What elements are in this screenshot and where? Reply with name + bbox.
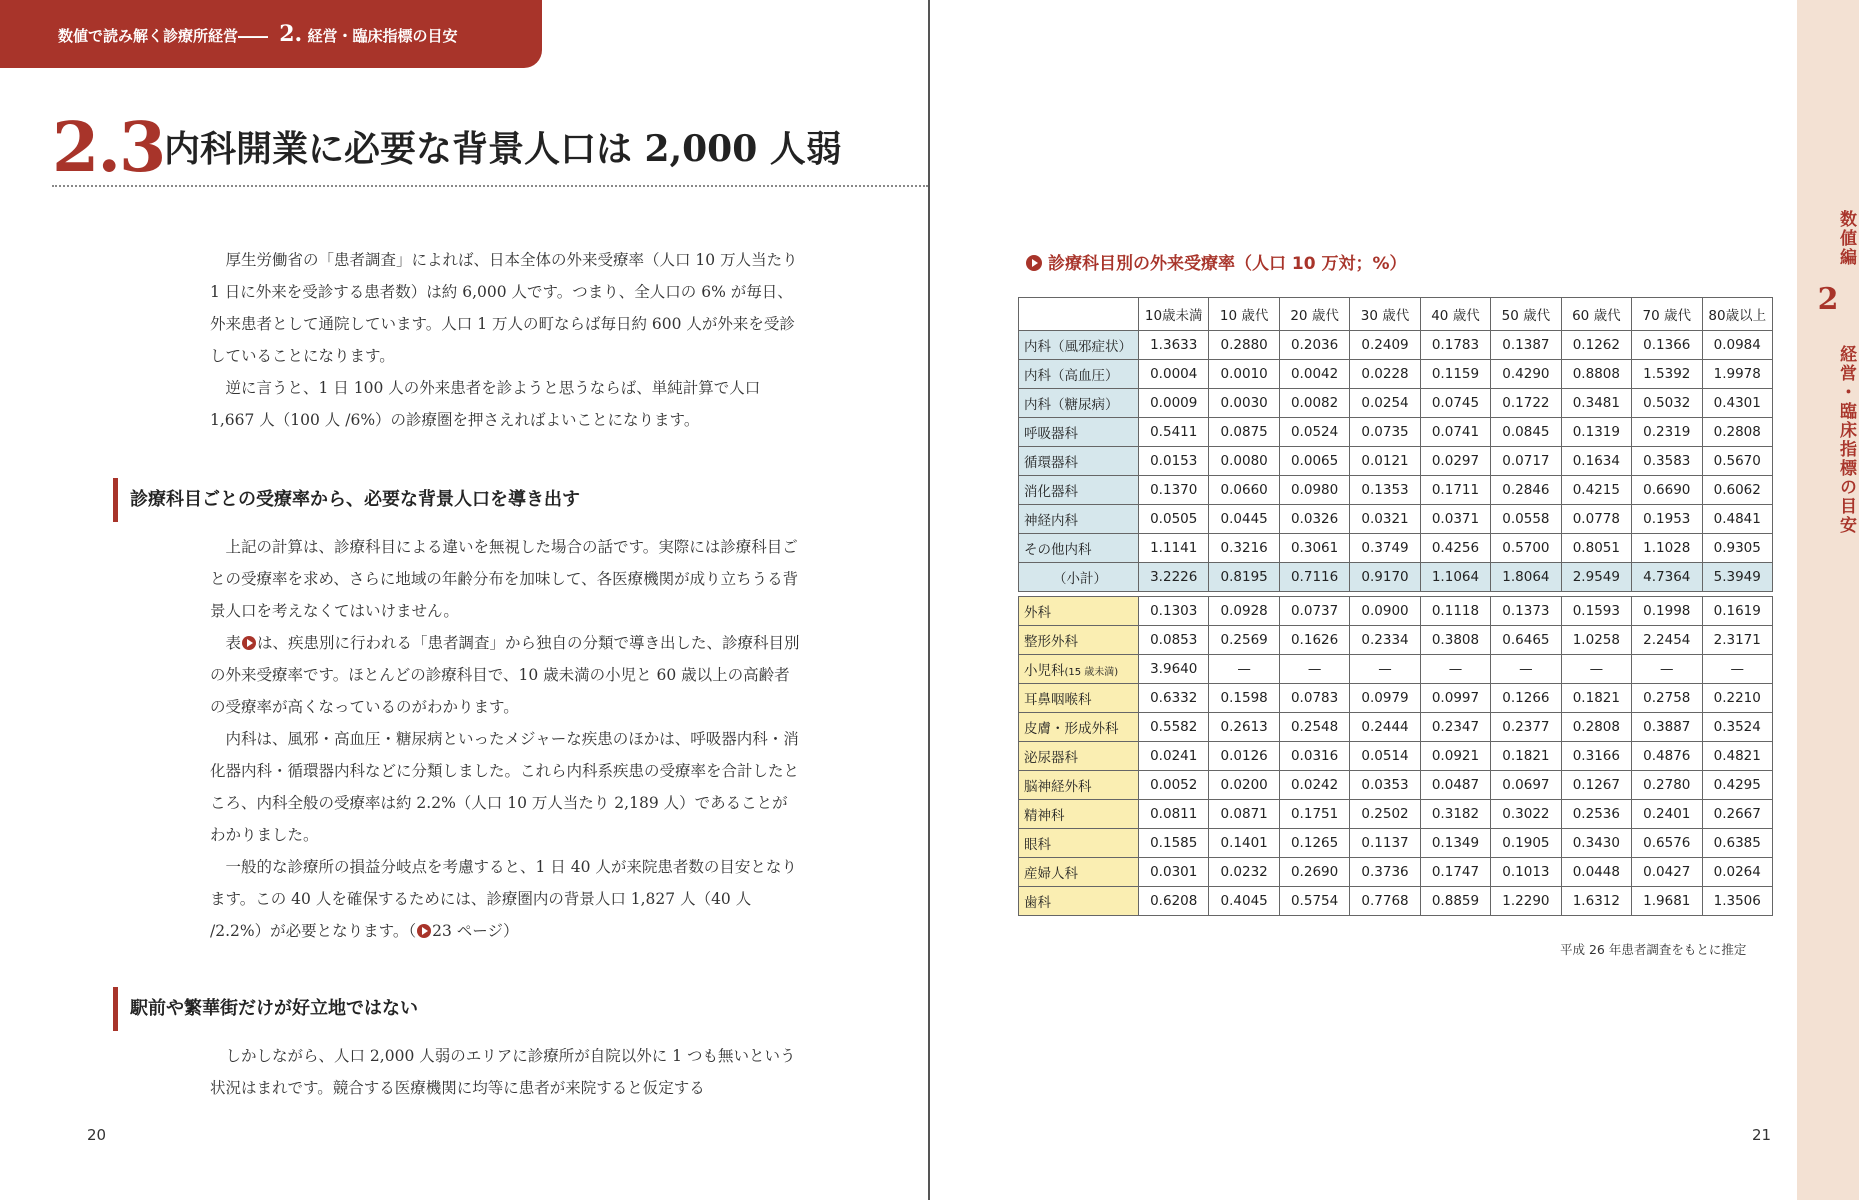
rate-cell: 0.3216 — [1209, 534, 1279, 563]
department-label: 消化器科 — [1024, 484, 1078, 500]
rate-cell: 0.1353 — [1350, 476, 1420, 505]
rate-cell: 0.3182 — [1420, 800, 1490, 829]
rate-cell: 0.3887 — [1632, 713, 1702, 742]
rate-cell: 0.0505 — [1139, 505, 1209, 534]
side-index-tab — [1797, 0, 1859, 1200]
rate-cell: 1.6312 — [1561, 887, 1631, 916]
rate-cell: 0.0783 — [1279, 684, 1349, 713]
department-label: 内科（高血圧） — [1024, 368, 1119, 384]
rate-cell: 0.0297 — [1420, 447, 1490, 476]
rate-cell: 0.2347 — [1420, 713, 1490, 742]
rate-cell: 0.0009 — [1139, 389, 1209, 418]
rate-cell: 0.1593 — [1561, 597, 1631, 626]
department-label: 歯科 — [1024, 895, 1051, 911]
outpatient-rate-table — [1018, 297, 1773, 916]
series-label: 数値で読み解く診療所経営―― — [58, 27, 269, 45]
rate-cell: 0.1401 — [1209, 829, 1279, 858]
rate-cell: 1.2290 — [1491, 887, 1561, 916]
rate-cell: 0.1626 — [1279, 626, 1349, 655]
department-label: （小計） — [1053, 571, 1107, 587]
rate-cell: 0.0845 — [1491, 418, 1561, 447]
column-header: 10歳未満 — [1139, 298, 1209, 331]
rate-cell: 0.6062 — [1702, 476, 1773, 505]
rate-cell: 0.3481 — [1561, 389, 1631, 418]
rate-cell: 0.3808 — [1420, 626, 1490, 655]
department-name — [1019, 389, 1139, 418]
rate-cell: 0.9305 — [1702, 534, 1773, 563]
rate-cell: 0.1953 — [1632, 505, 1702, 534]
chapter-heading: 内科開業に必要な背景人口は 2,000 人弱 — [164, 128, 842, 170]
rate-cell: 0.1013 — [1491, 858, 1561, 887]
page-ref-label[interactable]: 23 ページ） — [432, 922, 519, 940]
rate-cell: 4.7364 — [1632, 563, 1702, 592]
rate-cell: 3.9640 — [1139, 655, 1209, 684]
rate-cell: 0.0254 — [1350, 389, 1420, 418]
left-page — [0, 0, 928, 1200]
department-name — [1019, 597, 1139, 626]
section-1-paragraph-2 — [210, 627, 800, 723]
rate-cell: 0.5582 — [1139, 713, 1209, 742]
rate-cell: 0.0004 — [1139, 360, 1209, 389]
rate-cell: 0.1598 — [1209, 684, 1279, 713]
rate-cell: 0.2502 — [1350, 800, 1420, 829]
rate-cell: 0.3430 — [1561, 829, 1631, 858]
table-row — [1019, 505, 1773, 534]
rate-cell: 0.8808 — [1561, 360, 1631, 389]
other-department-rows — [1019, 597, 1773, 916]
table-row — [1019, 360, 1773, 389]
rate-cell: 0.2569 — [1209, 626, 1279, 655]
rate-cell: 0.6576 — [1632, 829, 1702, 858]
department-name — [1019, 887, 1139, 916]
department-name — [1019, 360, 1139, 389]
rate-cell: 0.0853 — [1139, 626, 1209, 655]
department-name — [1019, 684, 1139, 713]
column-header: 40 歳代 — [1420, 298, 1490, 331]
rate-cell: 0.4301 — [1702, 389, 1773, 418]
table-ref-label: 表 — [225, 634, 242, 652]
rate-cell: 0.2548 — [1279, 713, 1349, 742]
table-row — [1019, 597, 1773, 626]
intro-paragraph-2: 逆に言うと、1 日 100 人の外来患者を診ようと思うならば、単純計算で人口 1,667 人（100 人 /6%）の診療圏を押さえればよいことになります。 — [210, 379, 761, 429]
column-header: 30 歳代 — [1350, 298, 1420, 331]
rate-cell: 0.1751 — [1279, 800, 1349, 829]
rate-cell: 0.1905 — [1491, 829, 1561, 858]
rate-cell: 0.2613 — [1209, 713, 1279, 742]
department-label: 泌尿器科 — [1024, 750, 1078, 766]
rate-cell: 0.1373 — [1491, 597, 1561, 626]
rate-cell: 0.2319 — [1632, 418, 1702, 447]
rate-cell: 0.2210 — [1702, 684, 1773, 713]
rate-cell: 0.2880 — [1209, 331, 1279, 360]
rate-cell: 0.1265 — [1279, 829, 1349, 858]
rate-cell: 0.9170 — [1350, 563, 1420, 592]
table-row — [1019, 476, 1773, 505]
rate-cell: 0.0697 — [1491, 771, 1561, 800]
chapter-title — [52, 108, 928, 188]
rate-cell: 0.0371 — [1420, 505, 1490, 534]
rate-cell: — — [1491, 655, 1561, 684]
rate-cell: 0.4841 — [1702, 505, 1773, 534]
rate-cell: 0.1711 — [1420, 476, 1490, 505]
rate-cell: 0.1370 — [1139, 476, 1209, 505]
section-1-paragraph-1: 上記の計算は、診療科目による違いを無視した場合の話です。実際には診療科目ごとの受療率を求め、さらに地域の年齢分布を加味して、各医療機関が成り立ちうる背景人口を考えなくてはいけません。 — [210, 538, 799, 620]
table-row — [1019, 742, 1773, 771]
rate-cell: — — [1209, 655, 1279, 684]
rate-cell: 0.0301 — [1139, 858, 1209, 887]
rate-cell: 0.0741 — [1420, 418, 1490, 447]
rate-cell: 0.1366 — [1632, 331, 1702, 360]
rate-cell: 0.1267 — [1561, 771, 1631, 800]
rate-cell: 0.0871 — [1209, 800, 1279, 829]
table-row — [1019, 447, 1773, 476]
rate-cell: 0.1783 — [1420, 331, 1490, 360]
rate-cell: 0.0326 — [1279, 505, 1349, 534]
rate-cell: 0.0524 — [1279, 418, 1349, 447]
rate-cell: 0.0264 — [1702, 858, 1773, 887]
department-label: 呼吸器科 — [1024, 426, 1078, 442]
rate-cell: 0.2667 — [1702, 800, 1773, 829]
rate-cell: 0.2808 — [1561, 713, 1631, 742]
rate-cell: 0.1619 — [1702, 597, 1773, 626]
section-1-paragraph-4-text: 一般的な診療所の損益分岐点を考慮すると、1 日 40 人が来院患者数の目安となります。この 40 人を確保するためには、診療圏内の背景人口 1,827 人（40 人 /2.2%）が必要となります。（ — [210, 858, 797, 940]
rate-cell: 0.0082 — [1279, 389, 1349, 418]
department-label: その他内科 — [1024, 542, 1092, 558]
table-marker-icon — [1026, 255, 1042, 271]
table-corner-cell — [1019, 298, 1139, 331]
department-label: 精神科 — [1024, 808, 1065, 824]
rate-cell: 0.0448 — [1561, 858, 1631, 887]
department-label: 耳鼻咽喉科 — [1024, 692, 1092, 708]
rate-cell: 0.0353 — [1350, 771, 1420, 800]
department-note: (15 歳未満) — [1064, 667, 1119, 678]
rate-cell: 0.7116 — [1279, 563, 1349, 592]
section-number: 2. — [279, 21, 303, 47]
section-1-paragraph-3: 内科は、風邪・高血圧・糖尿病といったメジャーな疾患のほかは、呼吸器内科・消化器内科・循環器内科などに分類しました。これら内科系疾患の受療率を合計したところ、内科全般の受療率は約 2.2%（人口 10 万人当たり 2,189 人）であることがわかりました。 — [210, 730, 800, 844]
rate-cell: 0.0984 — [1702, 331, 1773, 360]
section-1-paragraph-2-text: は、疾患別に行われる「患者調査」から独自の分類で導き出した、診療科目別の外来受療率です。ほとんどの診療科目で、10 歳未満の小児と 60 歳以上の高齢者の受療率が高くなっているのがわかります。 — [210, 634, 800, 716]
rate-cell: 0.0030 — [1209, 389, 1279, 418]
rate-cell: 0.3061 — [1279, 534, 1349, 563]
rate-cell: 1.5392 — [1632, 360, 1702, 389]
section-title: 経営・臨床指標の目安 — [307, 27, 458, 45]
department-label: 皮膚・形成外科 — [1024, 721, 1119, 737]
department-name — [1019, 742, 1139, 771]
department-label: 神経内科 — [1024, 513, 1078, 529]
intro-paragraph-1: 厚生労働省の「患者調査」によれば、日本全体の外来受療率（人口 10 万人当たり 1 日に外来を受診する患者数）は約 6,000 人です。つまり、全人口の 6% が毎日、外来患者として通院しています。人口 1 万人の町ならば毎日約 600 人が外来を受診していることになります。 — [210, 251, 798, 365]
rate-cell: 0.1262 — [1561, 331, 1631, 360]
rate-cell: 0.0921 — [1420, 742, 1490, 771]
rate-cell: 0.6385 — [1702, 829, 1773, 858]
table-header-row — [1019, 298, 1773, 331]
department-label: 小児科 — [1024, 663, 1065, 679]
rate-cell: 0.2780 — [1632, 771, 1702, 800]
rate-cell: 1.1064 — [1420, 563, 1490, 592]
rate-cell: 0.0514 — [1350, 742, 1420, 771]
chapter-number: 2.3 — [52, 108, 165, 188]
rate-cell: 0.7768 — [1350, 887, 1420, 916]
rate-cell: 0.0242 — [1279, 771, 1349, 800]
department-name — [1019, 534, 1139, 563]
rate-cell: 0.1821 — [1561, 684, 1631, 713]
rate-cell: 5.3949 — [1702, 563, 1773, 592]
department-label: 脳神経外科 — [1024, 779, 1092, 795]
rate-cell: 0.1634 — [1561, 447, 1631, 476]
rate-cell: 0.1319 — [1561, 418, 1631, 447]
department-name — [1019, 476, 1139, 505]
rate-cell: 0.8859 — [1420, 887, 1490, 916]
rate-cell: 0.3749 — [1350, 534, 1420, 563]
rate-cell: 0.2758 — [1632, 684, 1702, 713]
rate-cell: 0.3736 — [1350, 858, 1420, 887]
rate-cell: — — [1561, 655, 1631, 684]
rate-cell: 0.0080 — [1209, 447, 1279, 476]
rate-cell: 0.0875 — [1209, 418, 1279, 447]
rate-cell: 2.9549 — [1561, 563, 1631, 592]
rate-cell: 0.1159 — [1420, 360, 1490, 389]
rate-cell: 0.0737 — [1279, 597, 1349, 626]
rate-cell: 0.4295 — [1702, 771, 1773, 800]
rate-cell: 0.2036 — [1279, 331, 1349, 360]
rate-cell: 0.0717 — [1491, 447, 1561, 476]
rate-cell: 0.1585 — [1139, 829, 1209, 858]
rate-cell: 0.4215 — [1561, 476, 1631, 505]
table-row — [1019, 829, 1773, 858]
rate-cell: 0.0558 — [1491, 505, 1561, 534]
rate-cell: 0.2846 — [1491, 476, 1561, 505]
rate-cell: 0.3022 — [1491, 800, 1561, 829]
rate-cell: 0.0487 — [1420, 771, 1490, 800]
rate-cell: 0.5411 — [1139, 418, 1209, 447]
rate-cell: 0.5670 — [1702, 447, 1773, 476]
rate-cell: 0.2808 — [1702, 418, 1773, 447]
department-label: 眼科 — [1024, 837, 1051, 853]
table-row — [1019, 771, 1773, 800]
column-header: 50 歳代 — [1491, 298, 1561, 331]
column-header: 10 歳代 — [1209, 298, 1279, 331]
department-name — [1019, 563, 1139, 592]
column-header: 70 歳代 — [1632, 298, 1702, 331]
rate-cell: 0.0900 — [1350, 597, 1420, 626]
department-name — [1019, 626, 1139, 655]
side-tab-chapter: 経営・臨床指標の目安 — [1836, 345, 1856, 535]
column-header: 80歳以上 — [1702, 298, 1773, 331]
department-name — [1019, 713, 1139, 742]
department-name — [1019, 655, 1139, 684]
rate-cell: 1.3506 — [1702, 887, 1773, 916]
rate-cell: 1.1028 — [1632, 534, 1702, 563]
rate-cell: 0.6208 — [1139, 887, 1209, 916]
table-row — [1019, 887, 1773, 916]
rate-cell: 0.5032 — [1632, 389, 1702, 418]
rate-cell: 0.1387 — [1491, 331, 1561, 360]
rate-cell: 0.8195 — [1209, 563, 1279, 592]
rate-cell: — — [1632, 655, 1702, 684]
department-label: 外科 — [1024, 605, 1051, 621]
rate-cell: 0.2690 — [1279, 858, 1349, 887]
department-name — [1019, 331, 1139, 360]
rate-cell: 0.0980 — [1279, 476, 1349, 505]
title-divider — [52, 185, 928, 187]
rate-cell: 0.0778 — [1561, 505, 1631, 534]
side-tab-number: 2 — [1817, 282, 1839, 317]
rate-cell: 0.2536 — [1561, 800, 1631, 829]
rate-cell: 0.0241 — [1139, 742, 1209, 771]
rate-cell: 0.0042 — [1279, 360, 1349, 389]
table-row — [1019, 626, 1773, 655]
section-2-paragraph-1: しかしながら、人口 2,000 人弱のエリアに診療所が自院以外に 1 つも無いという状況はまれです。競合する医療機関に均等に患者が来院すると仮定する — [210, 1047, 796, 1097]
rate-cell: 0.6465 — [1491, 626, 1561, 655]
rate-cell: — — [1702, 655, 1773, 684]
rate-cell: 0.1998 — [1632, 597, 1702, 626]
side-tab-part: 数値編 — [1836, 210, 1856, 267]
section-1-text — [210, 531, 800, 947]
department-label: 内科（糖尿病） — [1024, 397, 1119, 413]
department-name — [1019, 771, 1139, 800]
rate-cell: 0.1349 — [1420, 829, 1490, 858]
column-header: 20 歳代 — [1279, 298, 1349, 331]
rate-cell: 0.1303 — [1139, 597, 1209, 626]
rate-cell: 0.6332 — [1139, 684, 1209, 713]
section-2-heading: 駅前や繁華街だけが好立地ではない — [113, 987, 813, 1031]
rate-cell: 0.8051 — [1561, 534, 1631, 563]
rate-cell: 0.2409 — [1350, 331, 1420, 360]
table-title-text: 診療科目別の外来受療率（人口 10 万対；%） — [1048, 254, 1407, 274]
rate-cell: 0.4045 — [1209, 887, 1279, 916]
rate-cell: 0.4256 — [1420, 534, 1490, 563]
rate-cell: 2.2454 — [1632, 626, 1702, 655]
department-name — [1019, 418, 1139, 447]
rate-cell: 0.0316 — [1279, 742, 1349, 771]
rate-cell: 0.0052 — [1139, 771, 1209, 800]
page-number-left: 20 — [87, 1126, 107, 1144]
rate-cell: 0.0228 — [1350, 360, 1420, 389]
intro-text — [210, 244, 800, 436]
department-name — [1019, 858, 1139, 887]
rate-cell: 0.1722 — [1491, 389, 1561, 418]
department-name — [1019, 800, 1139, 829]
rate-cell: 0.2401 — [1632, 800, 1702, 829]
table-row — [1019, 713, 1773, 742]
rate-cell: 0.1821 — [1491, 742, 1561, 771]
rate-cell: 0.0997 — [1420, 684, 1490, 713]
department-label: 循環器科 — [1024, 455, 1078, 471]
table-ref-icon — [242, 636, 256, 650]
department-name — [1019, 505, 1139, 534]
rate-cell: 0.4290 — [1491, 360, 1561, 389]
rate-cell: 0.1137 — [1350, 829, 1420, 858]
rate-cell: 0.4821 — [1702, 742, 1773, 771]
rate-cell: 0.2377 — [1491, 713, 1561, 742]
rate-cell: 0.0735 — [1350, 418, 1420, 447]
rate-cell: 1.1141 — [1139, 534, 1209, 563]
rate-cell: 0.0010 — [1209, 360, 1279, 389]
internal-medicine-rows — [1019, 331, 1773, 592]
rate-cell: 0.1118 — [1420, 597, 1490, 626]
table-row — [1019, 331, 1773, 360]
table-row — [1019, 858, 1773, 887]
page-ref-icon — [417, 924, 431, 938]
rate-cell: 0.0153 — [1139, 447, 1209, 476]
rate-cell: 0.1747 — [1420, 858, 1490, 887]
section-2-text — [210, 1040, 800, 1104]
rate-cell: — — [1350, 655, 1420, 684]
column-header: 60 歳代 — [1561, 298, 1631, 331]
department-name — [1019, 829, 1139, 858]
rate-cell: 0.0065 — [1279, 447, 1349, 476]
table-row — [1019, 655, 1773, 684]
page-number-right: 21 — [1752, 1126, 1772, 1144]
department-label: 整形外科 — [1024, 634, 1078, 650]
rate-cell: 0.0126 — [1209, 742, 1279, 771]
section-1-paragraph-4 — [210, 851, 800, 947]
table-row — [1019, 389, 1773, 418]
spine-divider — [928, 0, 930, 1200]
rate-cell: 0.0979 — [1350, 684, 1420, 713]
running-header — [0, 0, 542, 68]
rate-cell: 0.0121 — [1350, 447, 1420, 476]
table-row — [1019, 684, 1773, 713]
rate-cell: 0.3524 — [1702, 713, 1773, 742]
table-row — [1019, 563, 1773, 592]
rate-cell: 1.3633 — [1139, 331, 1209, 360]
department-name — [1019, 447, 1139, 476]
rate-cell: 2.3171 — [1702, 626, 1773, 655]
rate-cell: 0.0928 — [1209, 597, 1279, 626]
rate-cell: 3.2226 — [1139, 563, 1209, 592]
rate-cell: 0.0745 — [1420, 389, 1490, 418]
table-row — [1019, 800, 1773, 829]
rate-cell: 1.8064 — [1491, 563, 1561, 592]
rate-cell: 0.5700 — [1491, 534, 1561, 563]
rate-cell: — — [1420, 655, 1490, 684]
rate-cell: — — [1279, 655, 1349, 684]
rate-cell: 0.0321 — [1350, 505, 1420, 534]
department-label: 産婦人科 — [1024, 866, 1078, 882]
rate-cell: 1.9978 — [1702, 360, 1773, 389]
department-label: 内科（風邪症状） — [1024, 339, 1132, 355]
rate-cell: 0.0660 — [1209, 476, 1279, 505]
rate-cell: 0.4876 — [1632, 742, 1702, 771]
section-1-heading: 診療科目ごとの受療率から、必要な背景人口を導き出す — [113, 478, 813, 522]
rate-cell: 0.0232 — [1209, 858, 1279, 887]
rate-cell: 0.3166 — [1561, 742, 1631, 771]
rate-cell: 0.0427 — [1632, 858, 1702, 887]
rate-cell: 0.1266 — [1491, 684, 1561, 713]
rate-cell: 1.9681 — [1632, 887, 1702, 916]
table-row — [1019, 534, 1773, 563]
rate-cell: 1.0258 — [1561, 626, 1631, 655]
rate-cell: 0.5754 — [1279, 887, 1349, 916]
rate-cell: 0.0200 — [1209, 771, 1279, 800]
table-source-note: 平成 26 年患者調査をもとに推定 — [1560, 942, 1747, 957]
rate-cell: 0.0445 — [1209, 505, 1279, 534]
rate-cell: 0.0811 — [1139, 800, 1209, 829]
table-row — [1019, 418, 1773, 447]
rate-cell: 0.2444 — [1350, 713, 1420, 742]
rate-cell: 0.2334 — [1350, 626, 1420, 655]
rate-cell: 0.6690 — [1632, 476, 1702, 505]
table-title — [1025, 249, 1407, 274]
rate-cell: 0.3583 — [1632, 447, 1702, 476]
